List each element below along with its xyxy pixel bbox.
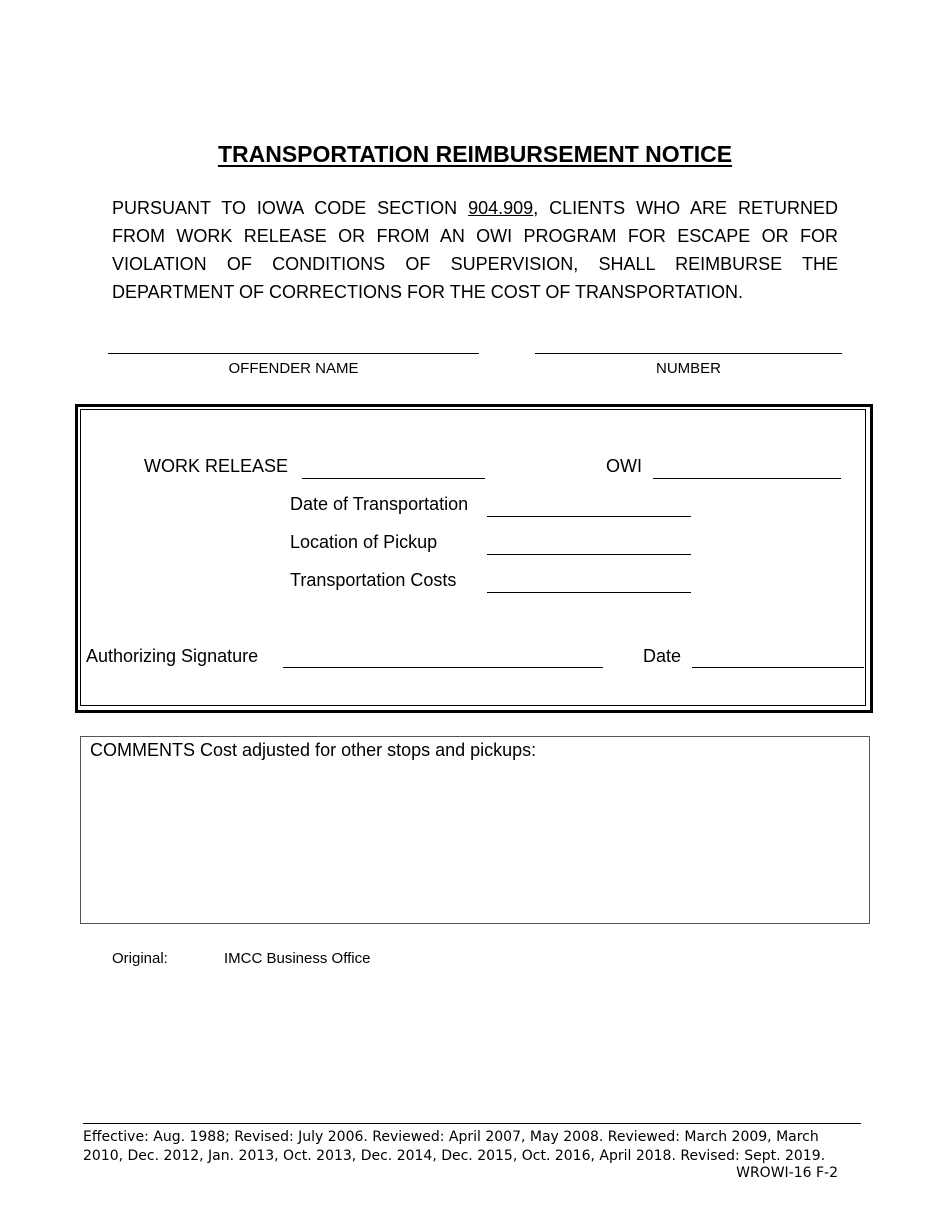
- owi-field[interactable]: [653, 478, 841, 479]
- signature-date-label: Date: [643, 646, 682, 666]
- revision-history: Effective: Aug. 1988; Revised: July 2006. Reviewed: April 2007, May 2008. Reviewed: March 2009, March 2010, Dec. 2012, Jan. 2013, Oct. 2013, Dec. 2014, Dec. 2015, Oct. 2016, April 2018. Revised: Sept. 2019.: [83, 1129, 826, 1164]
- signature-date-field[interactable]: [692, 667, 864, 668]
- distribution-value: IMCC Business Office: [224, 950, 371, 967]
- location-of-pickup-label: Location of Pickup: [290, 532, 438, 552]
- authorizing-signature-label: Authorizing Signature: [86, 646, 259, 666]
- work-release-label: WORK RELEASE: [144, 456, 289, 476]
- form-id: WROWI-16 F-2: [736, 1165, 838, 1181]
- form-title: [0, 141, 950, 168]
- footer-divider: [83, 1123, 861, 1124]
- date-of-transportation-label: Date of Transportation: [290, 494, 469, 514]
- intro-text-after: , CLIENTS WHO ARE RETURNED FROM WORK RELEASE OR FROM AN OWI PROGRAM FOR ESCAPE OR FOR VIOLATION OF CONDITIONS OF SUPERVISION, SHALL REIMBURSE THE DEPARTMENT OF CORRECTIONS FOR THE COST OF TRANSPORTATION.: [112, 198, 838, 302]
- offender-number-line[interactable]: [535, 353, 842, 354]
- transportation-costs-label: Transportation Costs: [290, 570, 457, 590]
- owi-label: OWI: [606, 456, 642, 476]
- distribution-label: Original:: [112, 950, 168, 967]
- transportation-costs-field[interactable]: [487, 592, 691, 593]
- intro-text-before: PURSUANT TO IOWA CODE SECTION: [112, 198, 469, 218]
- comments-label: COMMENTS Cost adjusted for other stops and pickups:: [90, 740, 537, 760]
- authorizing-signature-field[interactable]: [283, 667, 603, 668]
- comments-box[interactable]: [80, 736, 870, 924]
- form-title-text: TRANSPORTATION REIMBURSEMENT NOTICE: [217, 141, 733, 167]
- offender-name-line[interactable]: [108, 353, 479, 354]
- offender-number-label: NUMBER: [655, 360, 721, 377]
- location-of-pickup-field[interactable]: [487, 554, 691, 555]
- iowa-code-section-link: 904.909: [468, 198, 534, 218]
- work-release-field[interactable]: [302, 478, 485, 479]
- intro-paragraph: [112, 194, 838, 306]
- offender-name-label: OFFENDER NAME: [228, 360, 359, 377]
- date-of-transportation-field[interactable]: [487, 516, 691, 517]
